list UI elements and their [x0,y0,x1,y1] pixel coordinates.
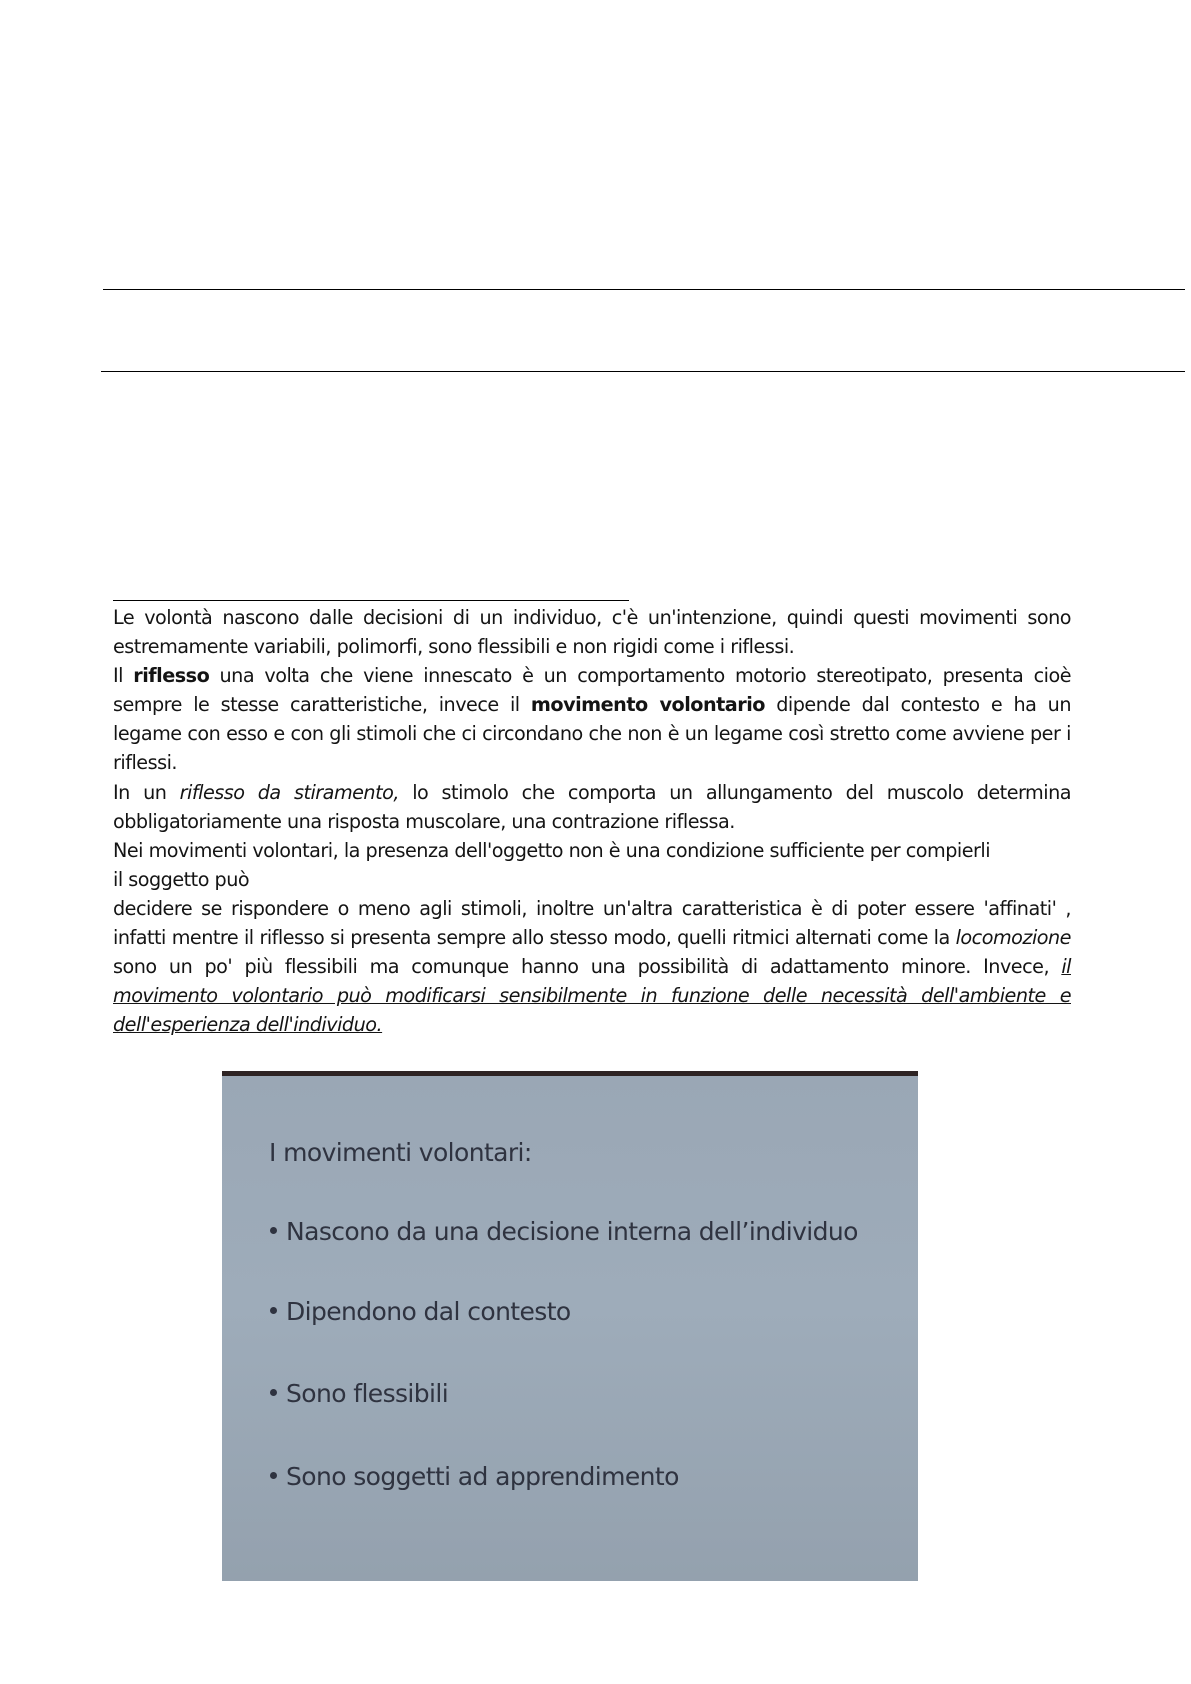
term-locomozione: locomozione [955,926,1071,950]
body-text [113,603,1071,1039]
term-riflesso-stiramento: riflesso da stiramento, [179,780,399,804]
paragraph-soggetto: il soggetto può [113,867,250,891]
term-movimento-volontario: movimento volontario [530,693,765,717]
slide-bullet: Sono flessibili [270,1379,448,1408]
bullet-icon [270,1307,277,1314]
paragraph-riflesso: Il riflesso una volta che viene innescato è un comportamento motorio stereotipato, presenta cioè sempre le stesse caratteristiche, invece il movimento volontario dipende dal contesto e ha un legame con esso e con gli stimoli che ci circondano che non è un legame così stretto come avviene per i riflessi. [113,664,1071,775]
paragraph-movimenti-volontari: Nei movimenti volontari, la presenza dell'oggetto non è una condizione sufficiente per compierli [113,838,991,862]
header-rule-bottom [101,371,1185,372]
bullet-icon [270,1227,277,1234]
bullet-icon [270,1389,277,1396]
header-rule-top [103,289,1185,290]
paragraph-stiramento: In un riflesso da stiramento, lo stimolo che comporta un allungamento del muscolo determina obbligatoriamente una risposta muscolare, una contrazione riflessa. [113,780,1071,833]
footnote-separator [113,600,629,601]
term-riflesso: riflesso [133,664,210,688]
slide-photo [222,1071,918,1581]
slide-bullet: Sono soggetti ad apprendimento [270,1462,679,1491]
underlined-conclusion: il movimento volontario può modificarsi sensibilmente in funzione delle necessità dell'ambiente e dell'esperienza dell'individuo. [113,955,1071,1037]
slide-title: I movimenti volontari: [269,1138,532,1167]
paragraph-volonta: Le volontà nascono dalle decisioni di un individuo, c'è un'intenzione, quindi questi movimenti sono estremamente variabili, polimorfi, sono flessibili e non rigidi come i riflessi. [113,606,1071,659]
slide-bullet: Dipendono dal contesto [270,1297,571,1326]
bullet-icon [270,1472,277,1479]
slide-bullet: Nascono da una decisione interna dell’individuo [270,1217,858,1246]
paragraph-affinati: decidere se rispondere o meno agli stimoli, inoltre un'altra caratteristica è di poter essere 'affinati' , infatti mentre il riflesso si presenta sempre allo stesso modo, quelli ritmici alternati come la locomozione sono un po' più flessibili ma comunque hanno una possibilità di adattamento minore. Invece, il movimento volontario può modificarsi sensibilmente in funzione delle necessità dell'ambiente e dell'esperienza dell'individuo. [113,896,1071,1037]
